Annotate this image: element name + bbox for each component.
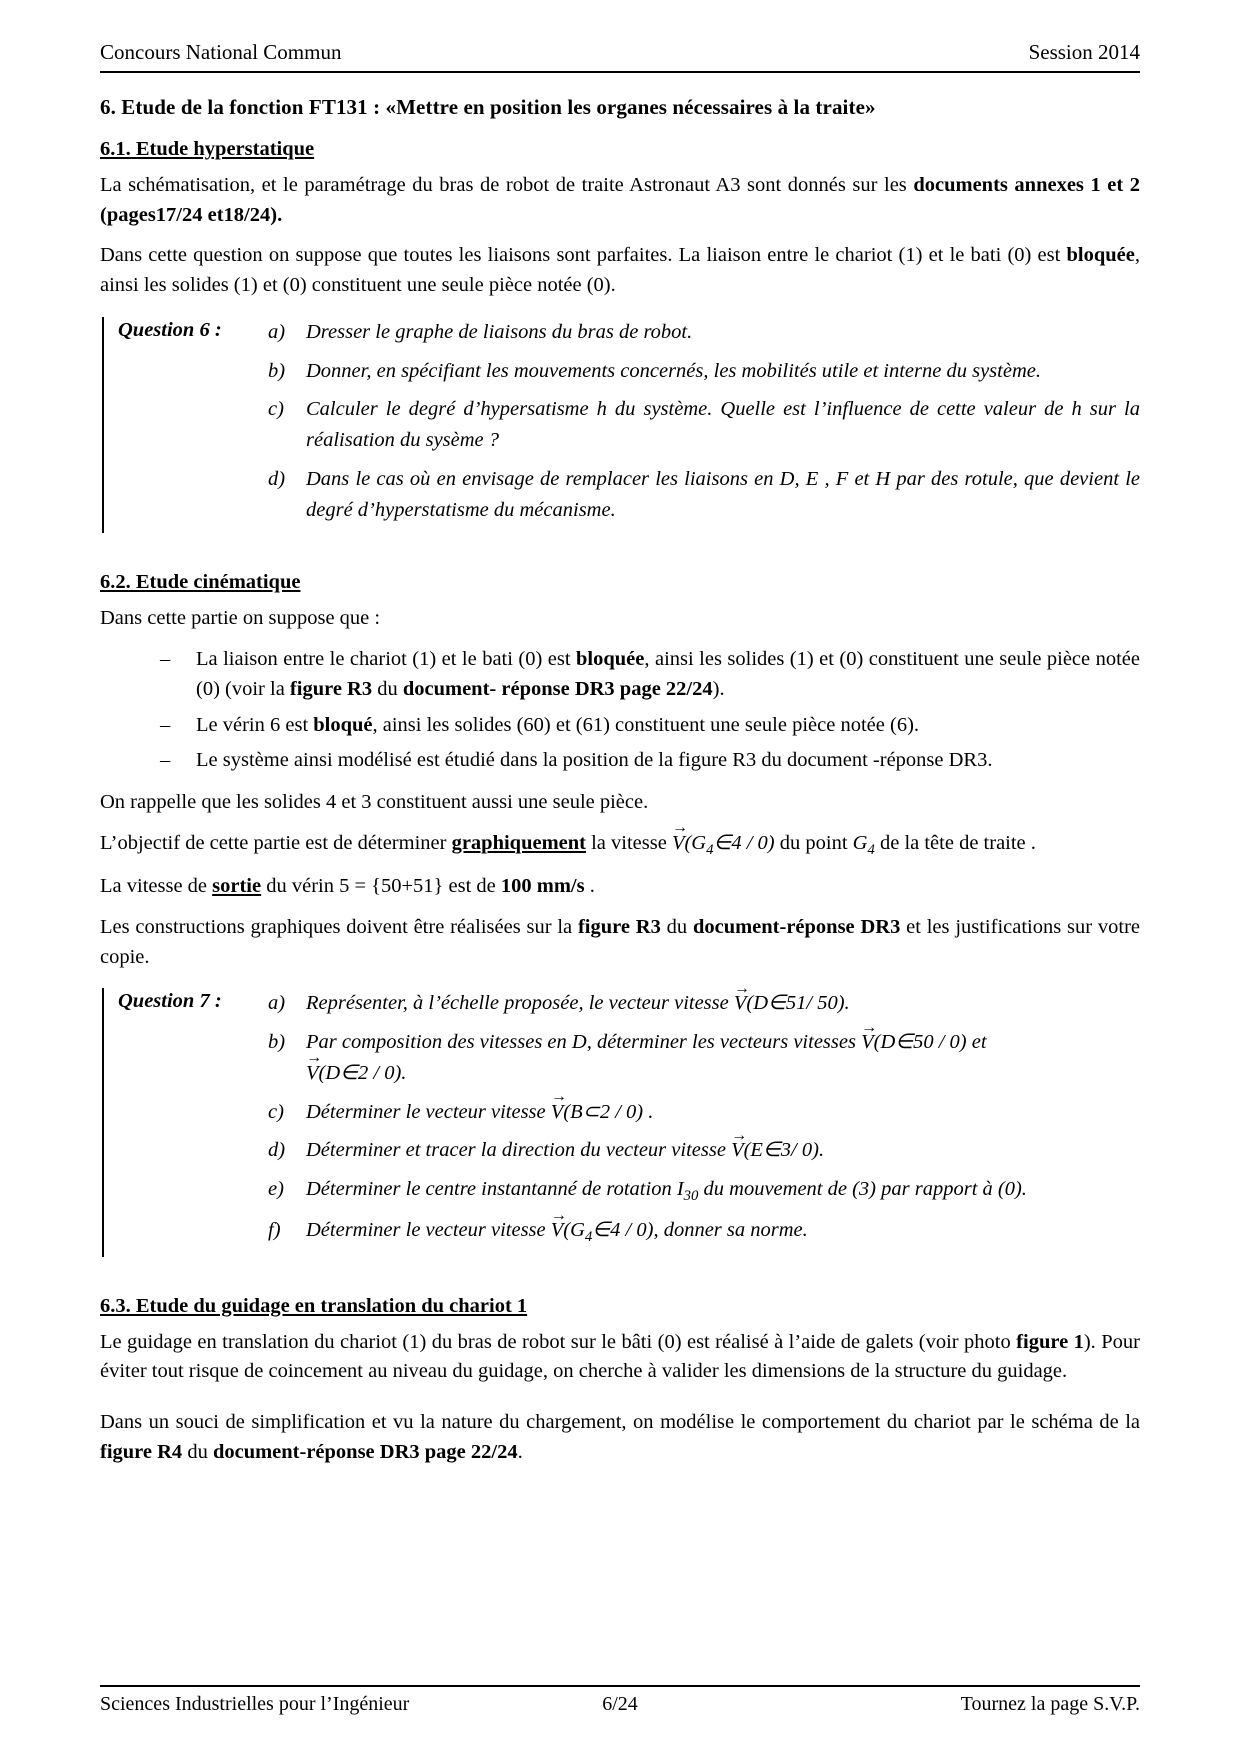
paragraph-vitesse-sortie xyxy=(100,872,1140,902)
item-marker: b) xyxy=(268,1031,286,1054)
text-fragment-bold: documents annexes 1 et 2 (pages17/24 et18/24). xyxy=(100,174,1140,226)
paragraph-liaisons-parfaites xyxy=(100,241,1140,300)
heading-6-2: 6.2. Etude cinématique xyxy=(100,571,301,594)
page-content xyxy=(100,73,1140,1467)
list-item xyxy=(268,1206,1140,1248)
paragraph-constructions xyxy=(100,913,1140,972)
vector-arrow-icon: → xyxy=(731,1126,748,1144)
text-fragment-bold: document-réponse DR3 page 22/24 xyxy=(212,1440,518,1463)
heading-6-1: 6.1. Etude hyperstatique xyxy=(100,138,315,160)
formula-vector: → V(D∈51/ 50) xyxy=(733,979,845,1015)
text-fragment-bold-underline: sortie xyxy=(212,875,262,898)
item-text: Dans le cas où en envisage de remplacer les liaisons en D, E , F et H par des rotule, que devient le degré d’hyperstatisme du mécanisme. xyxy=(306,467,1140,521)
text-fragment-bold: bloquée xyxy=(1066,244,1135,267)
list-item xyxy=(268,317,1140,348)
text-fragment-bold-underline: graphiquement xyxy=(451,831,586,854)
vector-arrow-icon: → xyxy=(861,1018,878,1036)
heading-6-3: 6.3. Etude du guidage en translation du chariot 1 xyxy=(100,1294,528,1317)
header-left-text: Concours National Commun xyxy=(100,40,342,64)
item-text: Par composition des vitesses en D, déterminer les vecteurs vitesses → V(D∈50 / 0) et → V(D∈2 / 0). xyxy=(306,1018,987,1084)
text-fragment: du xyxy=(182,1440,213,1463)
item-marker: c) xyxy=(268,398,284,421)
text-fragment-bold: figure R3 xyxy=(577,915,661,938)
question-6-block xyxy=(102,317,1140,534)
item-text: Déterminer le vecteur vitesse → $V(G_4\in 4 / 0)$, donner sa norme. xyxy=(306,1206,808,1246)
item-text: Déterminer et tracer la direction du vecteur vitesse → V(E∈3/ 0). xyxy=(306,1126,825,1162)
list-item xyxy=(268,1174,1140,1207)
item-text: Déterminer le centre instantanné de rotation $I_{30}$ du mouvement de (3) par rapport à (0). xyxy=(306,1178,1027,1205)
item-text: Le vérin 6 est bloqué, ainsi les solides (60) et (61) constituent une seule pièce notée (6). xyxy=(196,713,920,736)
point-label: $G_4$ xyxy=(852,831,875,858)
text-fragment: du point xyxy=(774,831,853,854)
list-item xyxy=(268,356,1140,387)
text-fragment: . xyxy=(517,1440,523,1463)
text-fragment: , ainsi les solides (1) et (0) constituent une seule pièce notée (0). xyxy=(100,244,1140,297)
vector-arrow-icon: → xyxy=(551,1088,568,1106)
page-footer xyxy=(100,1685,1140,1716)
text-fragment: Dans un souci de simplification et vu la nature du chargement, on modélise le comportement du chariot par le schéma de la xyxy=(100,1411,1140,1433)
text-fragment: du vérin 5 = {50+51} est de xyxy=(261,875,501,898)
dash-marker: – xyxy=(160,749,171,772)
item-text: Dresser le graphe de liaisons du bras de robot. xyxy=(306,320,693,343)
list-item xyxy=(268,394,1140,456)
text-fragment: L’objectif de cette partie est de déterminer xyxy=(100,831,452,854)
item-text: Représenter, à l’échelle proposée, le vecteur vitesse → V(D∈51/ 50). xyxy=(306,979,850,1015)
item-marker: d) xyxy=(268,467,286,490)
page-header xyxy=(100,40,1140,73)
list-item xyxy=(268,1018,1140,1089)
text-fragment: ). Pour éviter tout risque de coincement au niveau du guidage, on cherche à valider les dimensions de la structure du guidage. xyxy=(100,1330,1140,1383)
item-text: Déterminer le vecteur vitesse → V(B⊂2 / 0) . xyxy=(306,1088,654,1123)
item-marker: c) xyxy=(268,1100,284,1123)
list-item xyxy=(160,645,1140,704)
formula-vector: → V(D∈50 / 0) xyxy=(861,1018,967,1054)
list-item xyxy=(268,1126,1140,1166)
dash-marker: – xyxy=(160,648,171,671)
formula-vitesse-g4: → $V(G_4\in 4 / 0)$ xyxy=(671,819,775,858)
list-item xyxy=(268,464,1140,526)
text-fragment: . xyxy=(584,875,595,898)
header-right-text: Session 2014 xyxy=(1028,40,1140,64)
item-marker: b) xyxy=(268,359,286,382)
paragraph-simplification xyxy=(100,1408,1140,1467)
text-fragment: Le guidage en translation du chariot (1) du bras de robot sur le bâti (0) est réalisé à l’aide de galets (voir photo xyxy=(100,1330,1017,1353)
paragraph-rappel-solides: On rappelle que les solides 4 et 3 constituent aussi une seule pièce. xyxy=(100,790,649,813)
item-marker: e) xyxy=(268,1178,284,1201)
text-fragment: La vitesse de xyxy=(100,875,213,898)
paragraph-schematisation xyxy=(100,171,1140,230)
page-number: 6/24 xyxy=(602,1693,638,1715)
formula-vector: → $V(G_4\in 4 / 0)$ xyxy=(550,1206,654,1246)
text-fragment: Dans cette question on suppose que toutes les liaisons sont parfaites. La liaison entre le chariot (1) et le bati (0) est xyxy=(100,244,1067,267)
list-item xyxy=(268,979,1140,1019)
vector-arrow-icon: → xyxy=(306,1049,323,1067)
item-text: La liaison entre le chariot (1) et le bati (0) est bloquée, ainsi les solides (1) et (0) constituent une seule pièce notée (0) (voir la figure R3 du document- réponse DR3 page 22/24). xyxy=(196,648,1140,700)
vector-arrow-icon: → xyxy=(551,1206,568,1224)
text-fragment: La schématisation, et le paramétrage du bras de robot de traite Astronaut A3 sont donnés sur les xyxy=(100,174,914,196)
question-6-label: Question 6 : xyxy=(118,318,222,341)
paragraph-intro-cinematique: Dans cette partie on suppose que : xyxy=(100,607,381,630)
text-fragment: du xyxy=(660,915,693,938)
text-fragment-bold: document-réponse DR3 xyxy=(692,915,901,938)
list-item xyxy=(160,746,1140,776)
question-7-label: Question 7 : xyxy=(118,990,222,1013)
list-item xyxy=(160,711,1140,741)
question-6-list xyxy=(268,317,1140,534)
item-marker: a) xyxy=(268,320,286,343)
paragraph-guidage xyxy=(100,1328,1140,1387)
question-7-list xyxy=(268,979,1140,1256)
item-marker: a) xyxy=(268,992,286,1015)
item-marker: d) xyxy=(268,1139,286,1162)
dash-marker: – xyxy=(160,713,171,736)
vector-arrow-icon: → xyxy=(734,979,751,997)
text-fragment: de la tête de traite . xyxy=(874,831,1036,854)
page-title: 6. Etude de la fonction FT131 : «Mettre en position les organes nécessaires à la traite» xyxy=(100,95,876,119)
text-fragment: et les justifications sur votre copie. xyxy=(100,915,1141,968)
vector-arrow-icon: → xyxy=(672,819,689,837)
paragraph-objectif xyxy=(100,819,1140,862)
hypotheses-list xyxy=(100,645,1140,776)
item-text: Calculer le degré d’hypersatisme h du système. Quelle est l’influence de cette valeur de h sur la réalisation du sysème ? xyxy=(306,398,1140,452)
text-fragment: Les constructions graphiques doivent être réalisées sur la xyxy=(100,915,578,938)
formula-vector: → V(E∈3/ 0) xyxy=(731,1126,819,1162)
footer-left-text: Sciences Industrielles pour l’Ingénieur xyxy=(100,1693,410,1715)
text-fragment-bold: figure 1 xyxy=(1016,1330,1084,1353)
question-7-block xyxy=(102,979,1140,1256)
text-fragment-bold: figure R4 xyxy=(100,1440,183,1463)
text-fragment: la vitesse xyxy=(585,831,672,854)
item-text: Le système ainsi modélisé est étudié dans la position de la figure R3 du document -réponse DR3. xyxy=(196,749,993,772)
text-fragment-bold: 100 mm/s xyxy=(500,875,585,898)
list-item xyxy=(268,1088,1140,1128)
item-text: Donner, en spécifiant les mouvements concernés, les mobilités utile et interne du système. xyxy=(306,359,1041,382)
formula-vector: → V(B⊂2 / 0) xyxy=(550,1088,644,1123)
item-marker: f) xyxy=(268,1219,281,1242)
footer-right-text: Tournez la page S.V.P. xyxy=(960,1693,1140,1715)
formula-vector: → V(D∈2 / 0) xyxy=(306,1049,402,1084)
